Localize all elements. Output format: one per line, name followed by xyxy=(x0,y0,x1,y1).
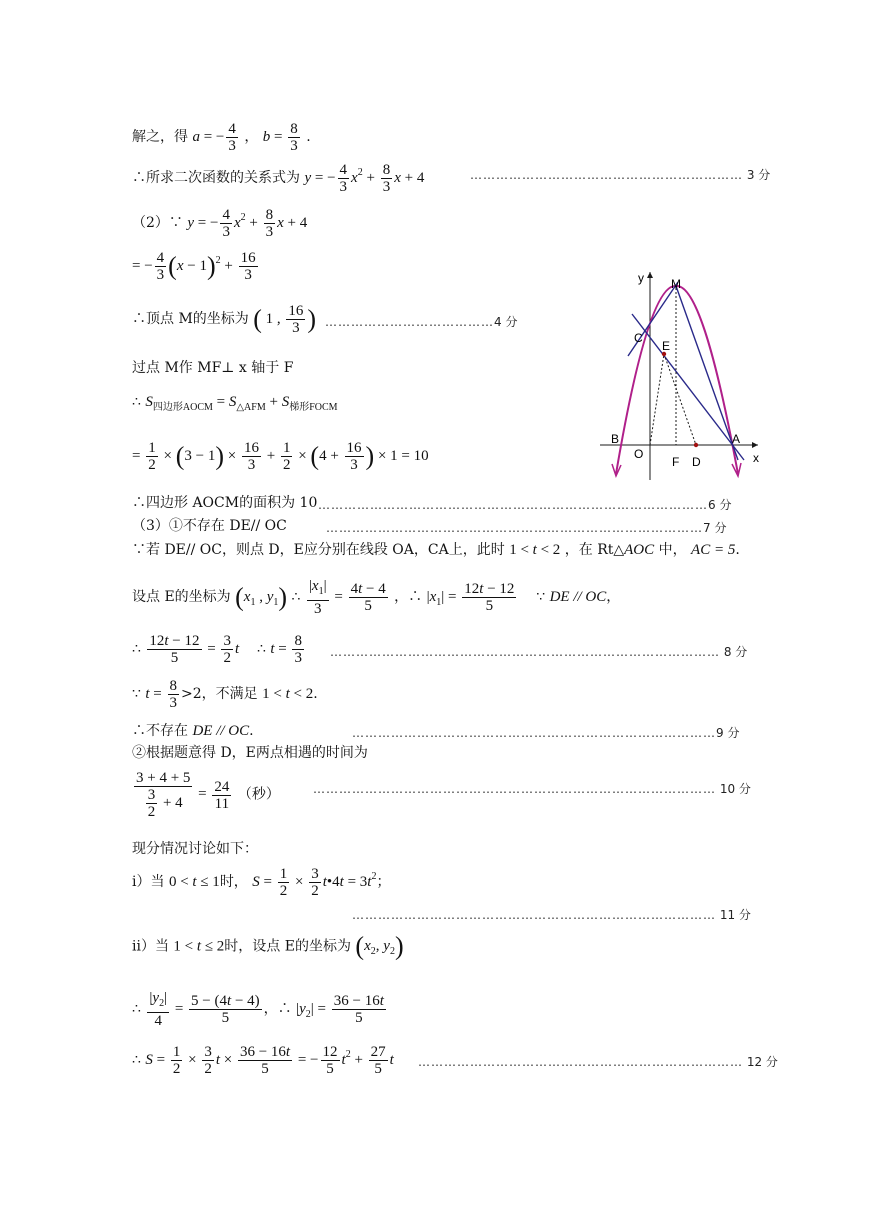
solution-line-19: ⅰ）当 0 < t ≤ 1时， S = $\frac{1}{2}$ × $\frac{3}{2}$ t•4t = $3t^2$； xyxy=(132,866,391,899)
text: 中， xyxy=(658,542,687,558)
score-4: …………………………………4 分 xyxy=(325,315,518,329)
solution-line-20: ⅱ）当 1 < t ≤ 2时，设点 E的坐标为 ($x_2$, $y_2$) xyxy=(132,932,404,961)
math-function: y = − $\frac{4}{3}$ $x^2$ + $\frac{8}{3}$ x + 4 xyxy=(304,162,425,195)
score-8: ……………………………………………………………………………… 8 分 xyxy=(330,645,748,659)
line-ca xyxy=(632,314,744,460)
solution-line-11: ∵若 DE// OC，则点 D，E应分别在线段 OA，CA上，此时 1 < t < 2 ，在 Rt△AOC 中， AC = 5. xyxy=(132,542,740,558)
label-d: D xyxy=(692,455,701,469)
math-area-case2: S = $\frac{1}{2}$ × $\frac{3}{2}$ t × $\frac{36 - 16t}{5}$ = − $\frac{12}{5}$ $t^2$ + $\frac{27}{5}$ t xyxy=(145,1044,394,1077)
solution-line-12: 设点 E的坐标为 ($x_1$ , $y_1$) ∴ $\frac{|x_1|}{3}$ = $\frac{4t - 4}{5}$ ，∴ $|x_1|$ = $\frac{12t - 12}{5}$ ∵ DE // OC， xyxy=(132,578,621,617)
text: ∴四边形 AOCM的面积为 10 xyxy=(132,495,318,511)
solution-line-8 xyxy=(132,440,429,473)
label-x: x xyxy=(753,451,759,465)
text: ∴ xyxy=(132,394,141,410)
score-10: ………………………………………………………………………………… 10 分 xyxy=(313,782,751,796)
point-d xyxy=(694,443,698,447)
solution-line-7 xyxy=(132,393,338,417)
text: ∵若 DE// OC，则点 D，E应分别在线段 OA，CA上，此时 xyxy=(132,542,505,558)
parabola-curve xyxy=(616,286,741,474)
text: 解之，得 xyxy=(132,128,188,145)
solution-line-21: ∴ $\frac{|y_2|}{4}$ = $\frac{5 - (4t - 4)}{5}$ ，∴ $|y_2|$ = $\frac{36 - 16t}{5}$ xyxy=(132,990,388,1029)
math-equation: $\frac{12t - 12}{5}$ = $\frac{3}{2}$ t xyxy=(149,633,240,666)
text: ， xyxy=(244,128,259,145)
math-t-check: t = $\frac{8}{3}$ xyxy=(145,678,178,711)
label-c: C xyxy=(634,331,643,345)
label-a: A xyxy=(732,432,741,446)
label-f: F xyxy=(672,455,680,469)
solution-line-1 xyxy=(132,121,311,154)
solution-line-14: ∵ t = $\frac{8}{3}$ >2，不满足 1 < t < 2. xyxy=(132,678,318,711)
text: . xyxy=(306,128,311,145)
label-b: B xyxy=(611,432,620,446)
solution-line-10 xyxy=(132,517,287,535)
math-range: 1 < t < 2 xyxy=(509,542,561,558)
solution-line-4 xyxy=(132,250,260,283)
math-b: b = $\frac{8}{3}$ xyxy=(262,121,298,154)
parabola-diagram xyxy=(598,264,770,484)
label-o: O xyxy=(634,447,644,461)
label-e: E xyxy=(662,339,671,353)
math-ac: AC = 5 xyxy=(691,542,736,558)
math-point-e: ($x_1$ , $y_1$) xyxy=(235,582,288,612)
solution-line-6 xyxy=(132,359,293,377)
math-ratio-y2: $\frac{|y_2|}{4}$ = $\frac{5 - (4t - 4)}{5}$ xyxy=(149,990,260,1029)
math-a: a = − $\frac{4}{3}$ xyxy=(192,121,236,154)
score-7: ……………………………………………………………………………7 分 xyxy=(326,521,727,535)
solution-line-3 xyxy=(132,207,307,240)
label-m: M xyxy=(671,277,681,291)
line-ma xyxy=(676,286,741,460)
solution-line-17: 3 + 4 + 5 $\frac{3}{2}$ + 4 = $\frac{24}{11}$ （秒） xyxy=(132,770,280,820)
math-function: y = − $\frac{4}{3}$ $x^2$ + $\frac{8}{3}$ x + 4 xyxy=(187,207,308,240)
math-t-value: t = $\frac{8}{3}$ xyxy=(270,633,302,666)
text: ∴所求二次函数的关系式为 xyxy=(132,169,300,186)
text: （3）①不存在 DE// OC xyxy=(132,518,287,534)
text: 过点 M作 MF⊥ x 轴于 F xyxy=(132,360,294,376)
math-vertex-form: = − $\frac{4}{3}$ $(x - 1)^2$ + $\frac{16}{3}$ xyxy=(132,250,256,283)
score-6: ………………………………………………………………………………6 分 xyxy=(318,498,732,512)
line-oe xyxy=(650,354,664,445)
solution-line-9 xyxy=(132,494,317,512)
solution-line-2 xyxy=(132,162,424,195)
text: （2）∵ xyxy=(132,214,183,231)
label-y: y xyxy=(638,271,644,285)
line-ed xyxy=(664,354,696,445)
solution-line-22: ∴ S = $\frac{1}{2}$ × $\frac{3}{2}$ t × $\frac{36 - 16t}{5}$ = − $\frac{12}{5}$ $t^2$ + $\frac{27}{5}$ t xyxy=(132,1044,394,1077)
math-area-case1: S = $\frac{1}{2}$ × $\frac{3}{2}$ t•4t = $3t^2$ xyxy=(252,866,377,899)
math-y2: $|y_2|$ = $\frac{36 - 16t}{5}$ xyxy=(296,993,384,1026)
solution-line-16: ②根据题意得 D，E两点相遇的时间为 xyxy=(132,745,368,761)
math-ratio: $\frac{|x_1|}{3}$ = $\frac{4t - 4}{5}$ xyxy=(308,578,386,617)
score-9: …………………………………………………………………………9 分 xyxy=(352,726,740,740)
math-area-split: $S_{四边形AOCM} = S_{\triangle AFM} + S_{梯形FOCM}$ xyxy=(145,394,338,413)
math-vertex: ( 1 , $\frac{16}{3}$ ) xyxy=(253,303,317,336)
math-area-calc: = $\frac{1}{2}$ × (3 − 1) × $\frac{16}{3}$ + $\frac{1}{2}$ × (4 + $\frac{16}{3}$ ) × 1 = 10 xyxy=(132,440,429,473)
score-11: ………………………………………………………………………… 11 分 xyxy=(352,908,751,922)
math-x1: $|x_1|$ = $\frac{12t - 12}{5}$ xyxy=(426,581,515,614)
text: 设点 E的坐标为 xyxy=(132,588,231,605)
solution-line-5 xyxy=(132,303,316,336)
triangle-name: AOC xyxy=(624,542,655,558)
math-meeting-time: 3 + 4 + 5 $\frac{3}{2}$ + 4 = $\frac{24}{11}$ xyxy=(136,770,230,820)
solution-line-13: ∴ $\frac{12t - 12}{5}$ = $\frac{3}{2}$ t ∴ t = $\frac{8}{3}$ xyxy=(132,633,306,666)
text: ∴顶点 M的坐标为 xyxy=(132,310,249,327)
solution-line-15: ∴不存在 DE // OC. xyxy=(132,723,254,739)
score-12: ………………………………………………………………… 12 分 xyxy=(418,1055,778,1069)
score-3: ……………………………………………………… 3 分 xyxy=(470,168,771,182)
text: ，在 Rt△ xyxy=(564,542,625,558)
solution-line-18: 现分情况讨论如下： xyxy=(132,841,258,857)
